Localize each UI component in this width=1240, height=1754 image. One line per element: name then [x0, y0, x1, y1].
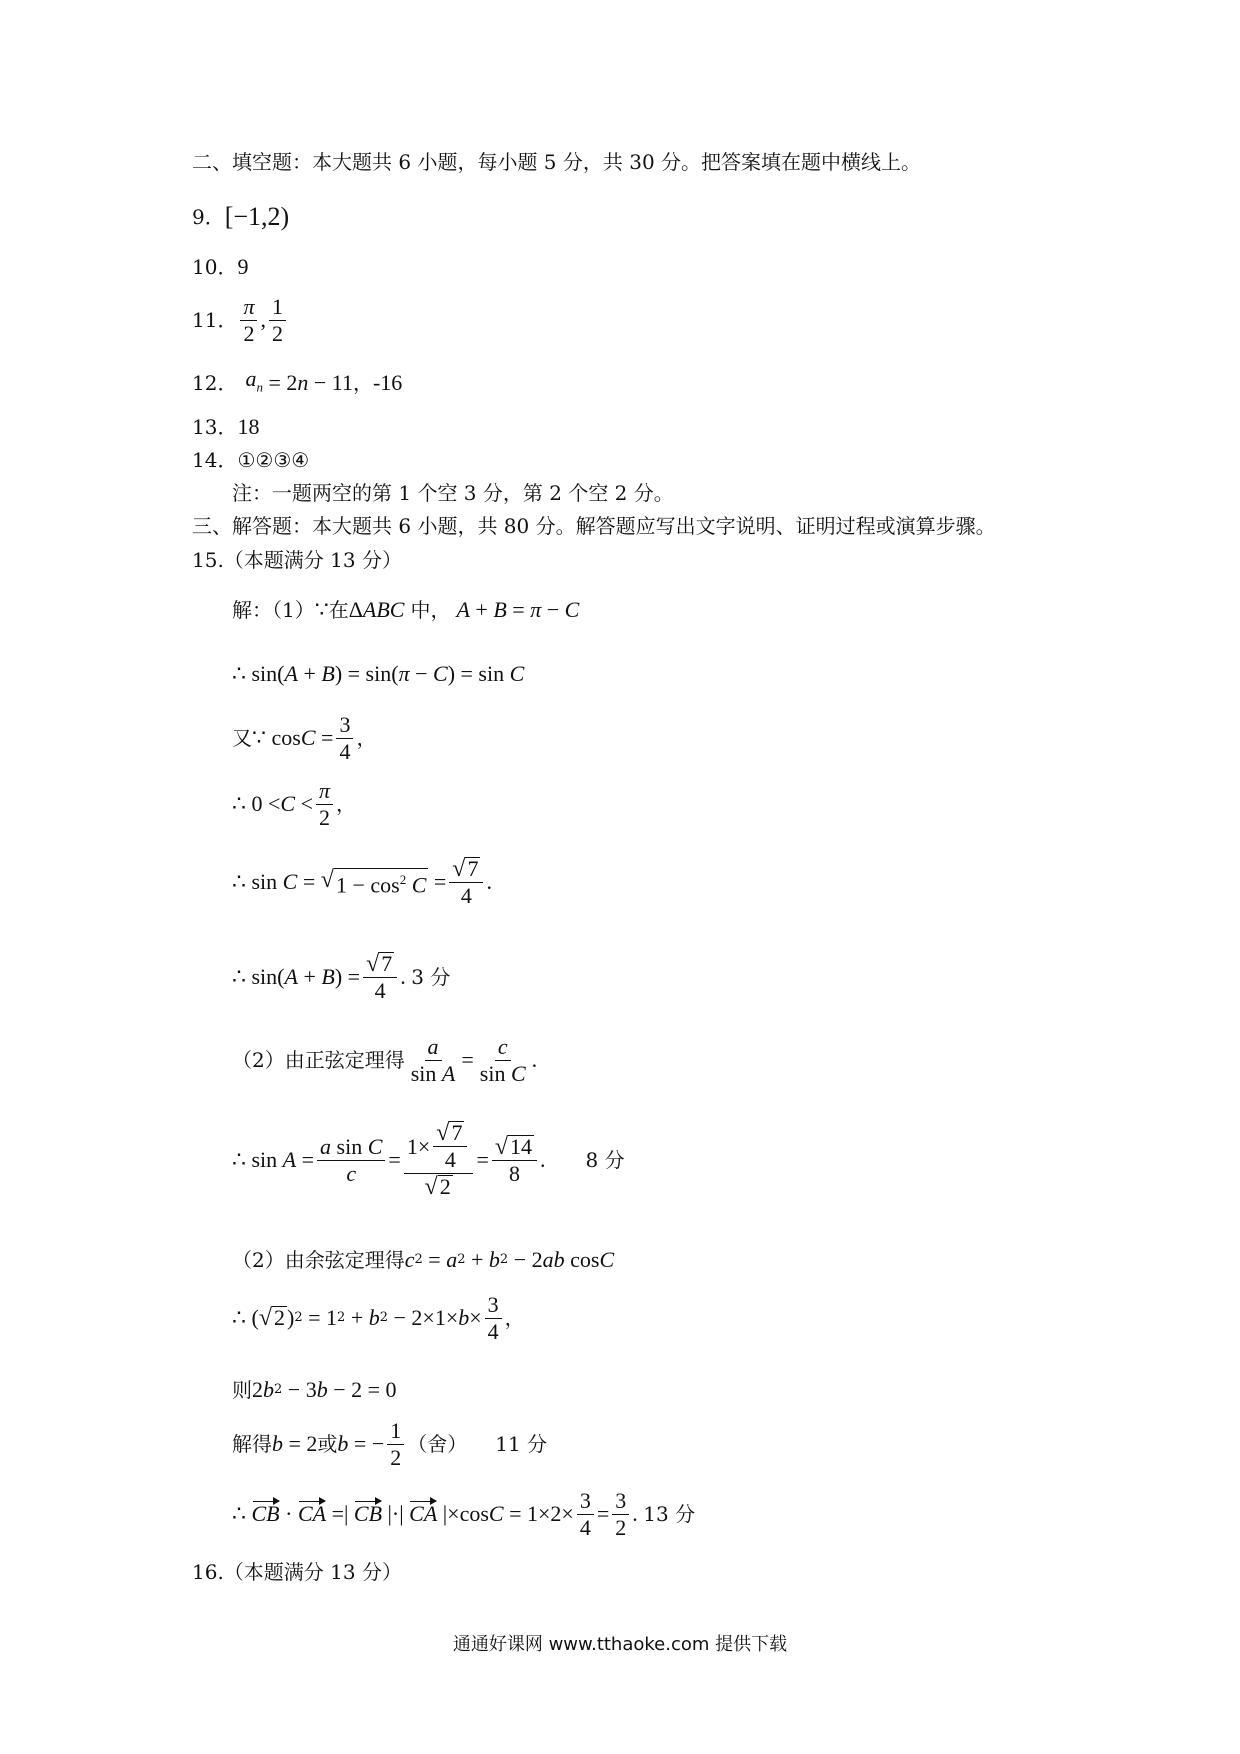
answer-12: 12． $a_n$ = 2n − 11 ， -16 [192, 366, 403, 396]
step-11: 则 2 b 2 − 3 b − 2 = 0 [232, 1377, 397, 1402]
answer-11-frac-pi-over-2: $\frac{\pi}{2}$ [240, 295, 257, 346]
scoring-note: 注：一题两空的第 1 个空 3 分，第 2 个空 2 分。 [232, 481, 674, 505]
answer-14-value: ①②③④ [237, 448, 310, 472]
section3-header: 三、解答题：本大题共 6 小题，共 80 分。解答题应写出文字说明、证明过程或演算步骤。 [192, 514, 996, 538]
step-1: 解：（1） ∵ 在 Δ ABC 中， A + B = π − C [232, 597, 580, 622]
step-12-she: （舍） [407, 1432, 468, 1456]
score-3: 3 分 [411, 965, 451, 989]
part2-sine-law-label: （2）由正弦定理得 [232, 1048, 405, 1072]
score-11: 11 分 [495, 1432, 548, 1456]
answer-14 [192, 448, 309, 472]
answer-13 [192, 415, 259, 439]
step-1-label: 解：（1） [232, 598, 315, 622]
step-3: 又 ∵ cos C = $\frac{3}{4}$ ， [232, 711, 377, 764]
answer-12-number: 12． [192, 371, 238, 396]
answer-10-number: 10． [192, 255, 238, 279]
answer-10-value: 9 [237, 254, 249, 279]
step-8: ∴ sin A = $\frac{\text{a sin C}}{c}$ = 1× √ 7 4 √ 2 = √ 14 8 . 8 分 [232, 1120, 625, 1200]
step-1-zai: 在 [328, 598, 349, 622]
step-9: （2）由余弦定理得 c 2 = a 2 + b 2 − 2 ab cos C [232, 1247, 615, 1272]
q16-title: 16.（本题满分 13 分） [192, 1560, 402, 1584]
q15-title: 15.（本题满分 13 分） [192, 548, 402, 572]
step-4: ∴ 0 < C < $\frac{\pi}{2}$ ， [232, 777, 357, 830]
answer-11-frac-half: $\frac{1}{2}$ [269, 295, 286, 346]
score-13: 13 分 [643, 1502, 696, 1526]
step-3-you: 又 [232, 726, 252, 750]
answer-9 [192, 202, 290, 231]
part2-cosine-law-label: （2）由余弦定理得 [232, 1248, 405, 1272]
step-13: ∴ CB · CA =| CB |·| CA |×cos C = 1×2× $\frac{3}{4}$ = $\frac{3}{2}$ . 13 分 [232, 1487, 696, 1540]
answer-12-tail: -16 [372, 370, 403, 396]
step-12-jiede: 解得 [232, 1432, 272, 1456]
step-12: 解得 b = 2 或 b = − $\frac{1}{2}$ （舍） 11 分 [232, 1417, 548, 1470]
answer-10 [192, 255, 248, 279]
step-11-ze: 则 [232, 1378, 252, 1402]
step-5: ∴ sin C = √ $1 - \cos^2 C$ = √ 7 4 . [232, 855, 492, 908]
answer-13-number: 13． [192, 415, 238, 439]
footer: 通通好课网 www.tthaoke.com 提供下载 [452, 1634, 788, 1655]
step-2: ∴ sin( A + B ) = sin( π − C ) = sin C [232, 661, 525, 686]
answer-13-value: 18 [237, 414, 260, 439]
answer-11-number: 11． [192, 308, 238, 332]
score-8: 8 分 [585, 1148, 625, 1172]
answer-9-value: [−1,2) [224, 202, 290, 231]
answer-11: 11． $\frac{\pi}{2}$ , $\frac{1}{2}$ [192, 290, 289, 350]
step-7: （2）由正弦定理得 $\frac{a}{\text{sin A}}$ = $\frac{c}{\text{sin C}}$ . [232, 1033, 538, 1086]
answer-14-number: 14． [192, 448, 238, 472]
step-6: ∴ sin( A + B ) = √ 7 4 . 3 分 [232, 950, 451, 1003]
step-12-huo: 或 [317, 1432, 338, 1456]
answer-9-number: 9． [192, 205, 225, 229]
section2-header: 二、填空题：本大题共 6 小题，每小题 5 分，共 30 分。把答案填在题中横线上。 [192, 150, 922, 174]
step-1-zhong: 中， [410, 598, 451, 622]
step-10: ∴ ( √ 2 ) 2 = 1 2 + b 2 − 2×1× b × $\frac{3}{4}$ ， [232, 1291, 525, 1344]
